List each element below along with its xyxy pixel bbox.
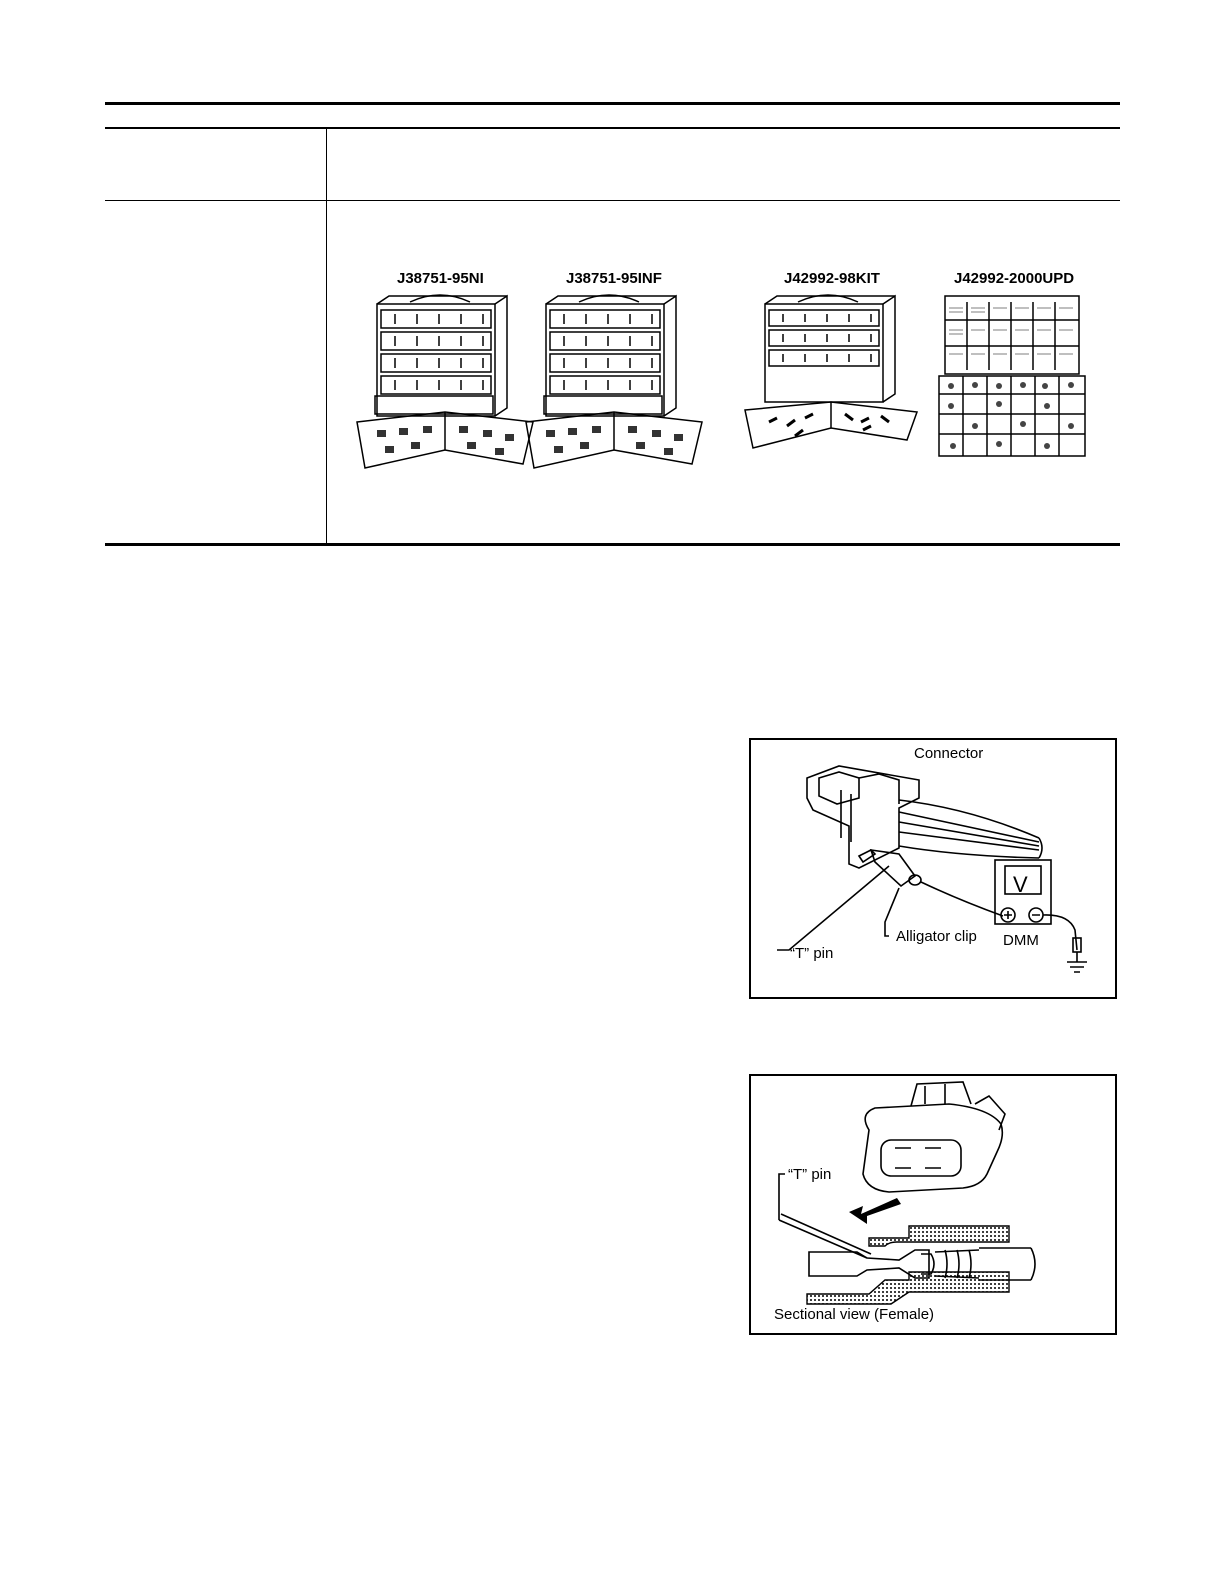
kit-label-3: J42992-98KIT [784,270,880,287]
t-pin-label-section: “T” pin [788,1166,832,1183]
connector-label: Connector [914,745,984,762]
kit-label-1: J38751-95NI [397,270,484,287]
open-tray-kit-4-illustration [933,290,1093,462]
drawer-cabinet-kit-2-illustration [524,290,704,480]
table-bottom-rule [105,543,1120,546]
t-pin-label: “T” pin [790,945,834,962]
drawer-cabinet-kit-1-illustration [355,290,535,480]
drawer-cabinet-kit-3-illustration [743,290,923,470]
table-column-divider [326,127,327,545]
table-row-divider [105,200,1120,201]
header-rule [105,102,1120,105]
sectional-view-caption: Sectional view (Female) [774,1306,935,1323]
alligator-clip-label: Alligator clip [896,928,977,945]
meter-display-readout: V [1013,872,1028,897]
kit-label-2: J38751-95INF [566,270,662,287]
kit-label-4: J42992-2000UPD [954,270,1075,287]
sectional-view-drawing [749,1074,1117,1335]
table-top-rule [105,127,1120,129]
dmm-label: DMM [1003,932,1039,949]
